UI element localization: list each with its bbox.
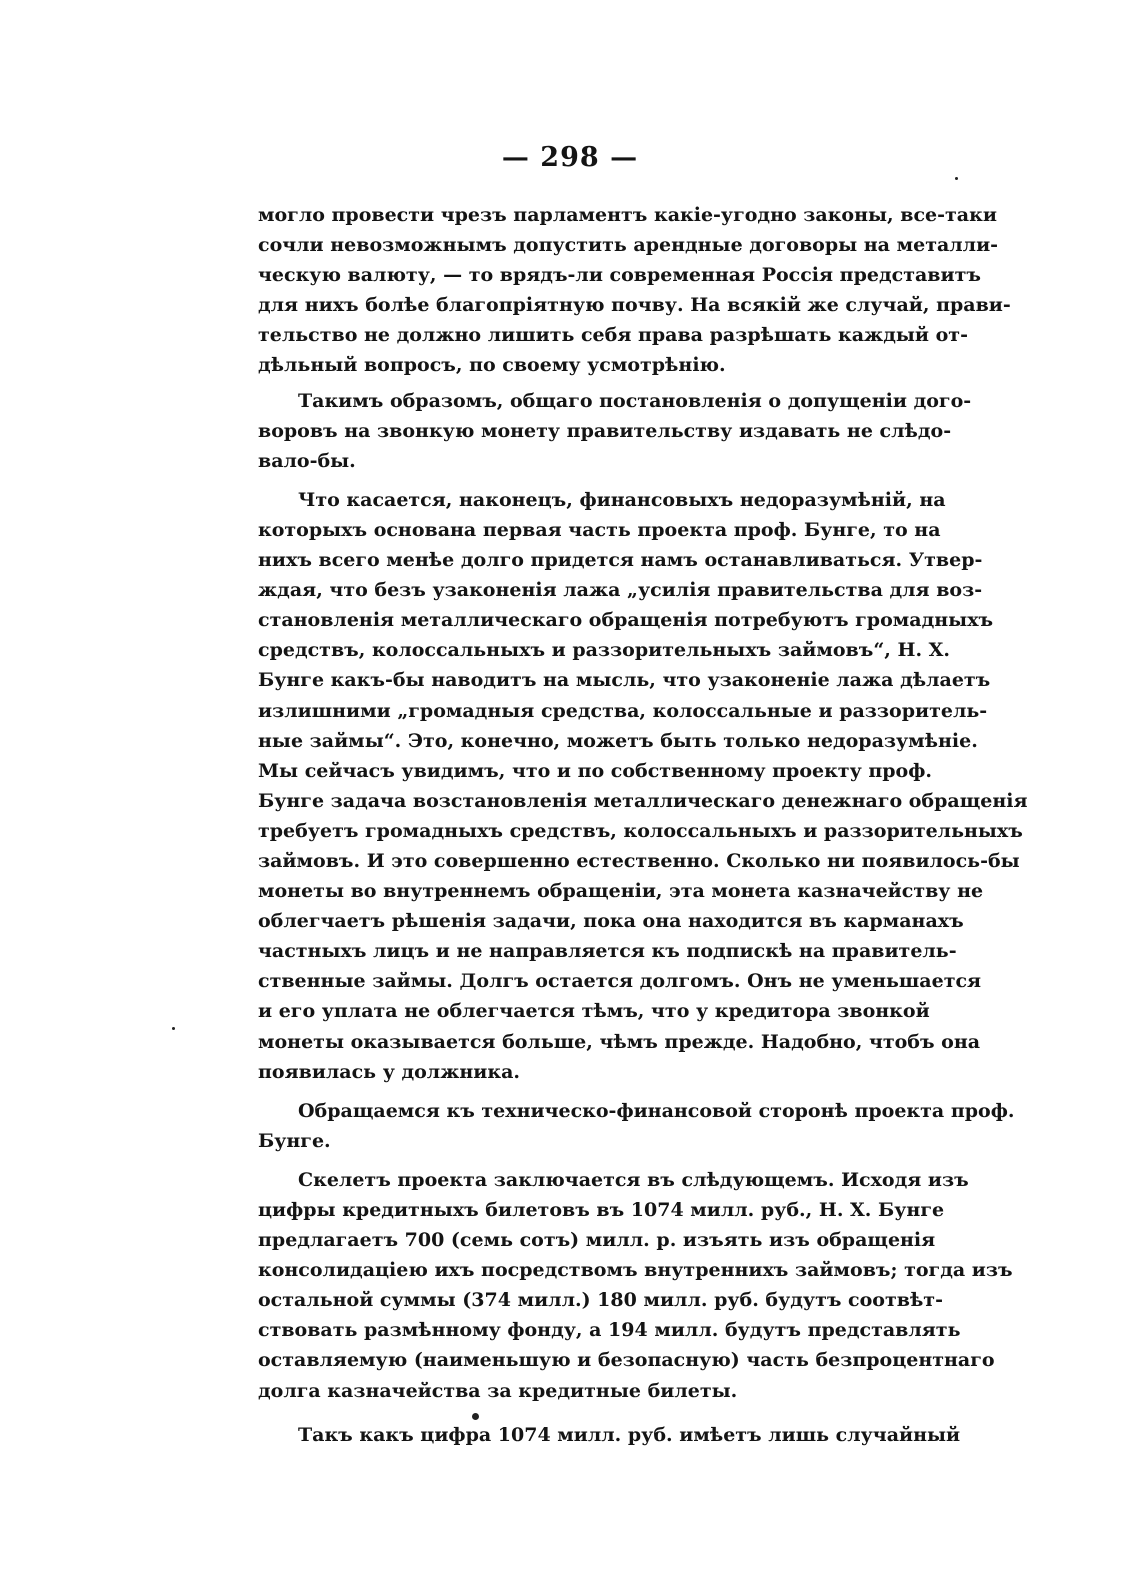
text-line: облегчаетъ рѣшенiя задачи, пока она находится въ карманахъ [258,910,964,933]
text-line: излишними „громадныя средства, колоссальные и раззоритель- [258,699,988,722]
text-line: Такимъ образомъ, общаго постановленiя о допущенiи дого- [298,389,972,412]
text-line: дѣльный вопросъ, по своему усмотрѣнiю. [258,354,726,377]
text-line: остальной суммы (374 милл.) 180 милл. руб. будутъ соотвѣт- [258,1289,943,1312]
text-line: Такъ какъ цифра 1074 милл. руб. имѣетъ лишь случайный [298,1423,961,1446]
text-line: Скелетъ проекта заключается въ слѣдующемъ. Исходя изъ [298,1168,969,1191]
text-line: средствъ, колоссальныхъ и раззорительныхъ займовъ“, Н. Х. [258,639,951,662]
text-line: Бунге какъ-бы наводитъ на мысль, что узаконенiе лажа дѣлаетъ [258,669,991,692]
ink-speck [472,1413,479,1420]
page-number: — 298 — [501,142,639,173]
text-line: монеты оказывается больше, чѣмъ прежде. Надобно, чтобъ она [258,1030,981,1053]
text-line: цифры кредитныхъ билетовъ въ 1074 милл. руб., Н. Х. Бунге [258,1199,945,1221]
text-line: воровъ на звонкую монету правительству издавать не слѣдо- [258,419,952,442]
text-line: ственные займы. Долгъ остается долгомъ. Онъ не уменьшается [258,970,982,993]
text-line: тельство не должно лишить себя права разрѣшать каждый от- [258,324,968,347]
text-line: требуетъ громадныхъ средствъ, колоссальныхъ и раззорительныхъ [258,819,1023,842]
text-line: ствовать размѣнному фонду, а 194 милл. будутъ представлять [258,1319,961,1342]
text-line: ждая, что безъ узаконенiя лажа „усилiя правительства для воз- [258,579,983,602]
text-line: появилась у должника. [258,1060,521,1083]
text-line: Мы сейчасъ увидимъ, что и по собственному проекту проф. [258,759,932,782]
text-line: ные займы“. Это, конечно, можетъ быть только недоразумѣнiе. [258,729,978,752]
text-line: могло провести чрезъ парламентъ какiе-угодно законы, все-таки [258,204,997,226]
text-line: Бунге. [258,1129,331,1152]
text-line: которыхъ основана первая часть проекта проф. Бунге, то на [258,518,941,541]
text-line: нихъ всего менѣе долго придется намъ останавливаться. Утвер- [258,549,983,572]
text-line: предлагаетъ 700 (семь сотъ) милл. р. изъять изъ обращенiя [258,1229,936,1252]
ink-speck [955,177,958,180]
text-line: оставляемую (наименьшую и безопасную) часть безпроцентнаго [258,1349,995,1372]
text-line: займовъ. И это совершенно естественно. Сколько ни появилось-бы [258,849,1020,872]
text-line: ческую валюту, — то врядъ-ли современная Россiя представитъ [258,264,981,287]
text-line: Обращаемся къ техническо-финансовой сторонѣ проекта проф. [298,1099,1015,1122]
text-line: монеты во внутреннемъ обращенiи, эта монета казначейству не [258,880,984,903]
text-line: вало-бы. [258,449,356,472]
text-line: частныхъ лицъ и не направляется къ подпискѣ на правитель- [258,940,957,963]
text-line: для нихъ болѣе благопрiятную почву. На всякiй же случай, прави- [258,294,1011,317]
text-line: и его уплата не облегчается тѣмъ, что у кредитора звонкой [258,1000,930,1023]
text-line: Бунге задача возстановленiя металлическаго денежнаго обращенiя [258,789,1028,812]
text-line: сочли невозможнымъ допустить арендные договоры на металли- [258,234,999,257]
ink-speck [172,1027,175,1030]
text-line: становленiя металлическаго обращенiя потребуютъ громадныхъ [258,609,994,632]
text-line: Что касается, наконецъ, финансовыхъ недоразумѣнiй, на [298,488,946,511]
text-line: консолидацiею ихъ посредствомъ внутреннихъ займовъ; тогда изъ [258,1259,1013,1282]
text-line: долга казначейства за кредитные билеты. [258,1379,738,1402]
page-body [258,200,1028,1450]
